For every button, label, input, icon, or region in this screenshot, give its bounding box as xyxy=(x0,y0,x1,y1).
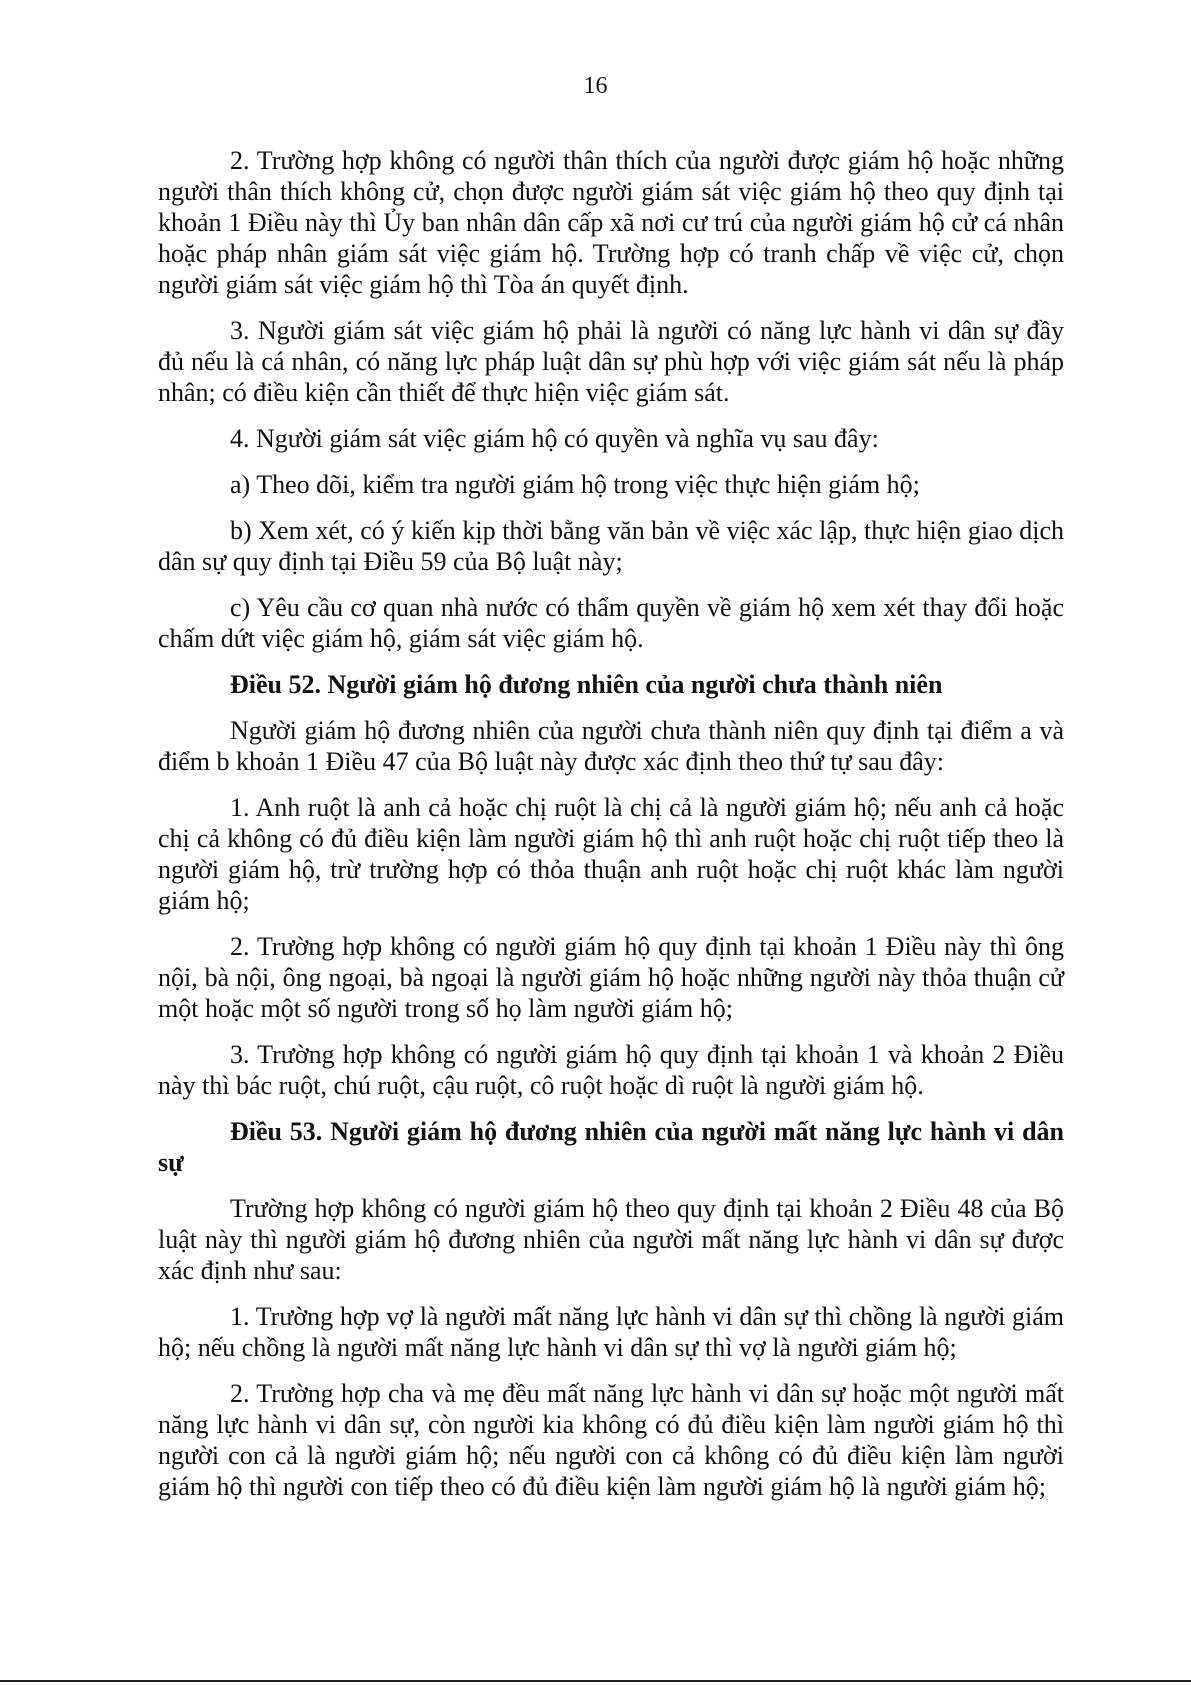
article-heading: Điều 52. Người giám hộ đương nhiên của người chưa thành niên xyxy=(230,670,943,699)
bottom-border-line xyxy=(0,1680,1191,1682)
clause-paragraph: 3. Người giám sát việc giám hộ phải là người có năng lực hành vi dân sự đầy đủ nếu là cá nhân, có năng lực pháp luật dân sự phù hợp với việc giám sát nếu là pháp nhân; có điều kiện cần thiết để thực hiện việc giám sát. xyxy=(158,316,1064,407)
sub-clause-paragraph: c) Yêu cầu cơ quan nhà nước có thẩm quyền về giám hộ xem xét thay đổi hoặc chấm dứt việc giám hộ, giám sát việc giám hộ. xyxy=(158,593,1064,653)
clause-paragraph: 3. Trường hợp không có người giám hộ quy định tại khoản 1 và khoản 2 Điều này thì bác ruột, chú ruột, cậu ruột, cô ruột hoặc dì ruột là người giám hộ. xyxy=(158,1040,1064,1100)
clause-paragraph: 2. Trường hợp không có người giám hộ quy định tại khoản 1 Điều này thì ông nội, bà nội, ông ngoại, bà ngoại là người giám hộ hoặc những người này thỏa thuận cử một hoặc một số người trong số họ làm người giám hộ; xyxy=(158,932,1064,1023)
clause-paragraph: 2. Trường hợp cha và mẹ đều mất năng lực hành vi dân sự hoặc một người mất năng lực hành vi dân sự, còn người kia không có đủ điều kiện làm người giám hộ thì người con cả là người giám hộ; nếu người con cả không có đủ điều kiện làm người giám hộ thì người con tiếp theo có đủ điều kiện làm người giám hộ là người giám hộ; xyxy=(158,1379,1064,1501)
clause-paragraph: 1. Trường hợp vợ là người mất năng lực hành vi dân sự thì chồng là người giám hộ; nếu chồng là người mất năng lực hành vi dân sự thì vợ là người giám hộ; xyxy=(158,1302,1064,1362)
article-intro-paragraph: Trường hợp không có người giám hộ theo quy định tại khoản 2 Điều 48 của Bộ luật này thì người giám hộ đương nhiên của người mất năng lực hành vi dân sự được xác định như sau: xyxy=(158,1194,1064,1285)
sub-clause-paragraph: a) Theo dõi, kiểm tra người giám hộ trong việc thực hiện giám hộ; xyxy=(230,470,920,499)
article-intro-paragraph: Người giám hộ đương nhiên của người chưa thành niên quy định tại điểm a và điểm b khoản 1 Điều 47 của Bộ luật này được xác định theo thứ tự sau đây: xyxy=(158,716,1064,776)
clause-paragraph: 1. Anh ruột là anh cả hoặc chị ruột là chị cả là người giám hộ; nếu anh cả hoặc chị cả không có đủ điều kiện làm người giám hộ thì anh ruột hoặc chị ruột tiếp theo là người giám hộ, trừ trường hợp có thỏa thuận anh ruột hoặc chị ruột khác làm người giám hộ; xyxy=(158,793,1064,915)
clause-paragraph: 2. Trường hợp không có người thân thích của người được giám hộ hoặc những người thân thích không cử, chọn được người giám sát việc giám hộ theo quy định tại khoản 1 Điều này thì Ủy ban nhân dân cấp xã nơi cư trú của người giám hộ cử cá nhân hoặc pháp nhân giám sát việc giám hộ. Trường hợp có tranh chấp về việc cử, chọn người giám sát việc giám hộ thì Tòa án quyết định. xyxy=(158,146,1064,299)
sub-clause-paragraph: b) Xem xét, có ý kiến kịp thời bằng văn bản về việc xác lập, thực hiện giao dịch dân sự quy định tại Điều 59 của Bộ luật này; xyxy=(158,516,1064,576)
document-body xyxy=(158,145,1064,1517)
article-heading: Điều 53. Người giám hộ đương nhiên của người mất năng lực hành vi dân sự xyxy=(158,1117,1064,1177)
page-number: 16 xyxy=(583,73,608,99)
clause-paragraph: 4. Người giám sát việc giám hộ có quyền và nghĩa vụ sau đây: xyxy=(230,424,879,453)
